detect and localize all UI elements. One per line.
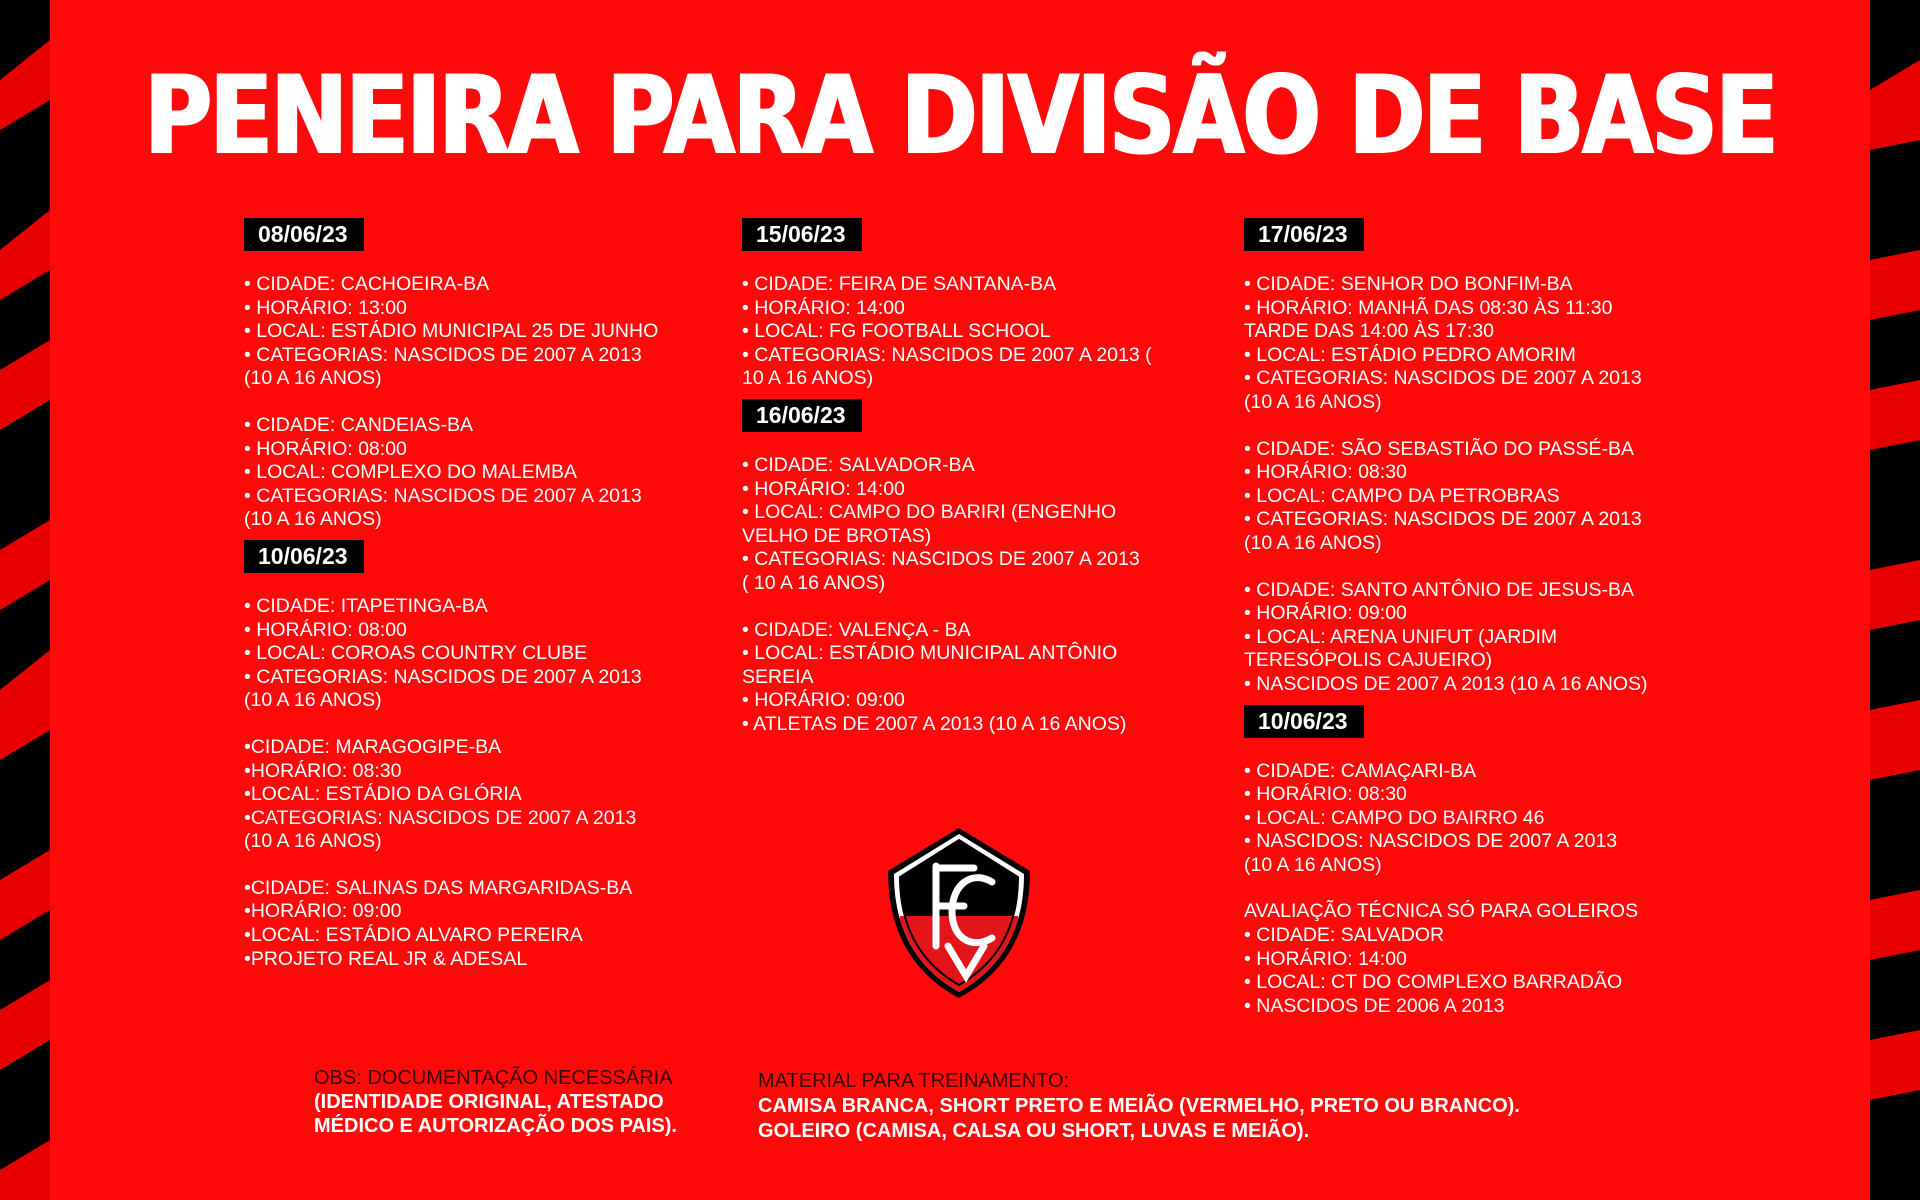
- date-label: 10/06/23: [1244, 705, 1364, 738]
- event-line: • CIDADE: FEIRA DE SANTANA-BA: [742, 273, 1057, 295]
- date-label: 17/06/23: [1244, 218, 1364, 251]
- documentation-note-line: MÉDICO E AUTORIZAÇÃO DOS PAIS).: [314, 1115, 677, 1137]
- event-line: • HORÁRIO: 08:00: [244, 618, 407, 641]
- event-line: • LOCAL: CT DO COMPLEXO BARRADÃO: [1244, 971, 1623, 994]
- event-line: •CIDADE: MARAGOGIPE-BA: [244, 735, 502, 758]
- event-line: •HORÁRIO: 09:00: [244, 900, 402, 923]
- event-line: • HORÁRIO: 14:00: [1244, 947, 1407, 970]
- training-material-heading: MATERIAL PARA TREINAMENTO:: [758, 1070, 1070, 1092]
- event-line: •CIDADE: SALINAS DAS MARGARIDAS-BA: [244, 876, 633, 899]
- event-block: [742, 454, 1182, 596]
- event-line: ( 10 A 16 ANOS): [742, 571, 886, 594]
- event-block: [244, 595, 684, 713]
- documentation-note-line: (IDENTIDADE ORIGINAL, ATESTADO: [314, 1091, 664, 1113]
- event-line: • NASCIDOS: NASCIDOS DE 2007 A 2013: [1244, 830, 1618, 853]
- event-block: [742, 619, 1182, 737]
- event-line: • LOCAL: CAMPO DO BARIRI (ENGENHO: [742, 501, 1117, 524]
- event-line: • CIDADE: SÃO SEBASTIÃO DO PASSÉ-BA: [1244, 437, 1635, 460]
- training-material-note: [758, 1069, 1520, 1144]
- event-line: • CIDADE: CACHOEIRA-BA: [244, 273, 490, 295]
- event-line: • HORÁRIO: 08:30: [1244, 461, 1407, 484]
- event-line: (10 A 16 ANOS): [244, 367, 382, 390]
- event-block: [1244, 273, 1684, 415]
- event-line: • CATEGORIAS: NASCIDOS DE 2007 A 2013: [1244, 508, 1642, 531]
- event-block: [244, 273, 684, 391]
- event-line: TARDE DAS 14:00 ÀS 17:30: [1244, 320, 1495, 343]
- event-line: TERESÓPOLIS CAJUEIRO): [1244, 649, 1493, 672]
- schedule-column-2: [742, 218, 1182, 760]
- event-block: [742, 273, 1182, 391]
- event-line: • CIDADE: SANTO ANTÔNIO DE JESUS-BA: [1244, 578, 1635, 601]
- event-line: • LOCAL: CAMPO DO BAIRRO 46: [1244, 806, 1545, 829]
- event-line: • HORÁRIO: 08:30: [1244, 783, 1407, 806]
- left-stripe-band: [0, 0, 50, 1200]
- event-line: • CIDADE: CAMAÇARI-BA: [1244, 759, 1477, 782]
- event-line: • LOCAL: COROAS COUNTRY CLUBE: [244, 642, 588, 665]
- event-line: • HORÁRIO: 13:00: [244, 296, 407, 319]
- club-crest-icon: [884, 826, 1034, 998]
- event-line: • CIDADE: SALVADOR-BA: [742, 453, 975, 476]
- event-line: • CATEGORIAS: NASCIDOS DE 2007 A 2013: [244, 484, 642, 507]
- event-line: •CATEGORIAS: NASCIDOS DE 2007 A 2013: [244, 806, 637, 829]
- event-line: •HORÁRIO: 08:30: [244, 759, 402, 782]
- page-title: PENEIRA PARA DIVISÃO DE BASE: [143, 52, 1777, 179]
- event-line: • NASCIDOS DE 2007 A 2013 (10 A 16 ANOS): [1244, 672, 1648, 695]
- date-label: 10/06/23: [244, 540, 364, 573]
- event-line: AVALIAÇÃO TÉCNICA SÓ PARA GOLEIROS: [1244, 900, 1639, 923]
- event-line: (10 A 16 ANOS): [1244, 853, 1382, 876]
- event-line: (10 A 16 ANOS): [1244, 390, 1382, 413]
- event-line: • ATLETAS DE 2007 A 2013 (10 A 16 ANOS): [742, 712, 1127, 735]
- event-line: • CIDADE: ITAPETINGA-BA: [244, 594, 488, 617]
- event-line: • HORÁRIO: 14:00: [742, 296, 905, 319]
- event-line: •LOCAL: ESTÁDIO ALVARO PEREIRA: [244, 924, 583, 947]
- event-line: • LOCAL: COMPLEXO DO MALEMBA: [244, 461, 577, 484]
- event-line: • HORÁRIO: 09:00: [1244, 602, 1407, 625]
- event-line: • HORÁRIO: 08:00: [244, 437, 407, 460]
- schedule-column-3: [1244, 218, 1684, 1041]
- event-line: • CIDADE: SALVADOR: [1244, 924, 1445, 947]
- event-line: (10 A 16 ANOS): [244, 689, 382, 712]
- event-line: • HORÁRIO: MANHÃ DAS 08:30 ÀS 11:30: [1244, 296, 1613, 319]
- event-line: •LOCAL: ESTÁDIO DA GLÓRIA: [244, 783, 522, 806]
- event-line: • CATEGORIAS: NASCIDOS DE 2007 A 2013: [1244, 367, 1642, 390]
- date-label: 16/06/23: [742, 399, 862, 432]
- date-label: 15/06/23: [742, 218, 862, 251]
- event-block: [244, 877, 684, 971]
- event-block: [244, 414, 684, 532]
- event-line: •PROJETO REAL JR & ADESAL: [244, 947, 528, 970]
- event-line: • LOCAL: ARENA UNIFUT (JARDIM: [1244, 625, 1558, 648]
- event-block: [1244, 579, 1684, 697]
- event-line: • NASCIDOS DE 2006 A 2013: [1244, 994, 1505, 1017]
- event-line: SEREIA: [742, 665, 814, 688]
- event-line: (10 A 16 ANOS): [244, 508, 382, 531]
- event-line: • CIDADE: CANDEIAS-BA: [244, 413, 473, 436]
- event-line: (10 A 16 ANOS): [244, 830, 382, 853]
- event-line: (10 A 16 ANOS): [1244, 531, 1382, 554]
- event-block: [1244, 760, 1684, 878]
- event-line: • LOCAL: ESTÁDIO PEDRO AMORIM: [1244, 343, 1576, 366]
- event-line: VELHO DE BROTAS): [742, 524, 932, 547]
- training-material-line: CAMISA BRANCA, SHORT PRETO E MEIÃO (VERMELHO, PRETO OU BRANCO).: [758, 1095, 1520, 1117]
- training-material-line: GOLEIRO (CAMISA, CALSA OU SHORT, LUVAS E MEIÃO).: [758, 1120, 1310, 1142]
- right-stripe-band: [1870, 0, 1920, 1200]
- schedule-column-1: [244, 218, 684, 994]
- event-line: • LOCAL: FG FOOTBALL SCHOOL: [742, 320, 1051, 343]
- event-line: • HORÁRIO: 09:00: [742, 689, 905, 712]
- event-line: • CATEGORIAS: NASCIDOS DE 2007 A 2013: [742, 548, 1140, 571]
- documentation-note: [314, 1066, 677, 1138]
- event-block: [1244, 900, 1684, 1018]
- event-line: • CIDADE: VALENÇA - BA: [742, 618, 971, 641]
- event-line: • CIDADE: SENHOR DO BONFIM-BA: [1244, 273, 1573, 295]
- event-line: • LOCAL: CAMPO DA PETROBRAS: [1244, 484, 1560, 507]
- event-line: • LOCAL: ESTÁDIO MUNICIPAL ANTÔNIO: [742, 642, 1118, 665]
- event-line: • CATEGORIAS: NASCIDOS DE 2007 A 2013 (: [742, 343, 1152, 366]
- event-line: • CATEGORIAS: NASCIDOS DE 2007 A 2013: [244, 343, 642, 366]
- event-line: 10 A 16 ANOS): [742, 367, 874, 390]
- event-line: • LOCAL: ESTÁDIO MUNICIPAL 25 DE JUNHO: [244, 320, 659, 343]
- event-block: [244, 736, 684, 854]
- event-block: [1244, 438, 1684, 556]
- date-label: 08/06/23: [244, 218, 364, 251]
- documentation-note-heading: OBS: DOCUMENTAÇÃO NECESSÁRIA: [314, 1067, 673, 1089]
- event-line: • HORÁRIO: 14:00: [742, 477, 905, 500]
- event-line: • CATEGORIAS: NASCIDOS DE 2007 A 2013: [244, 665, 642, 688]
